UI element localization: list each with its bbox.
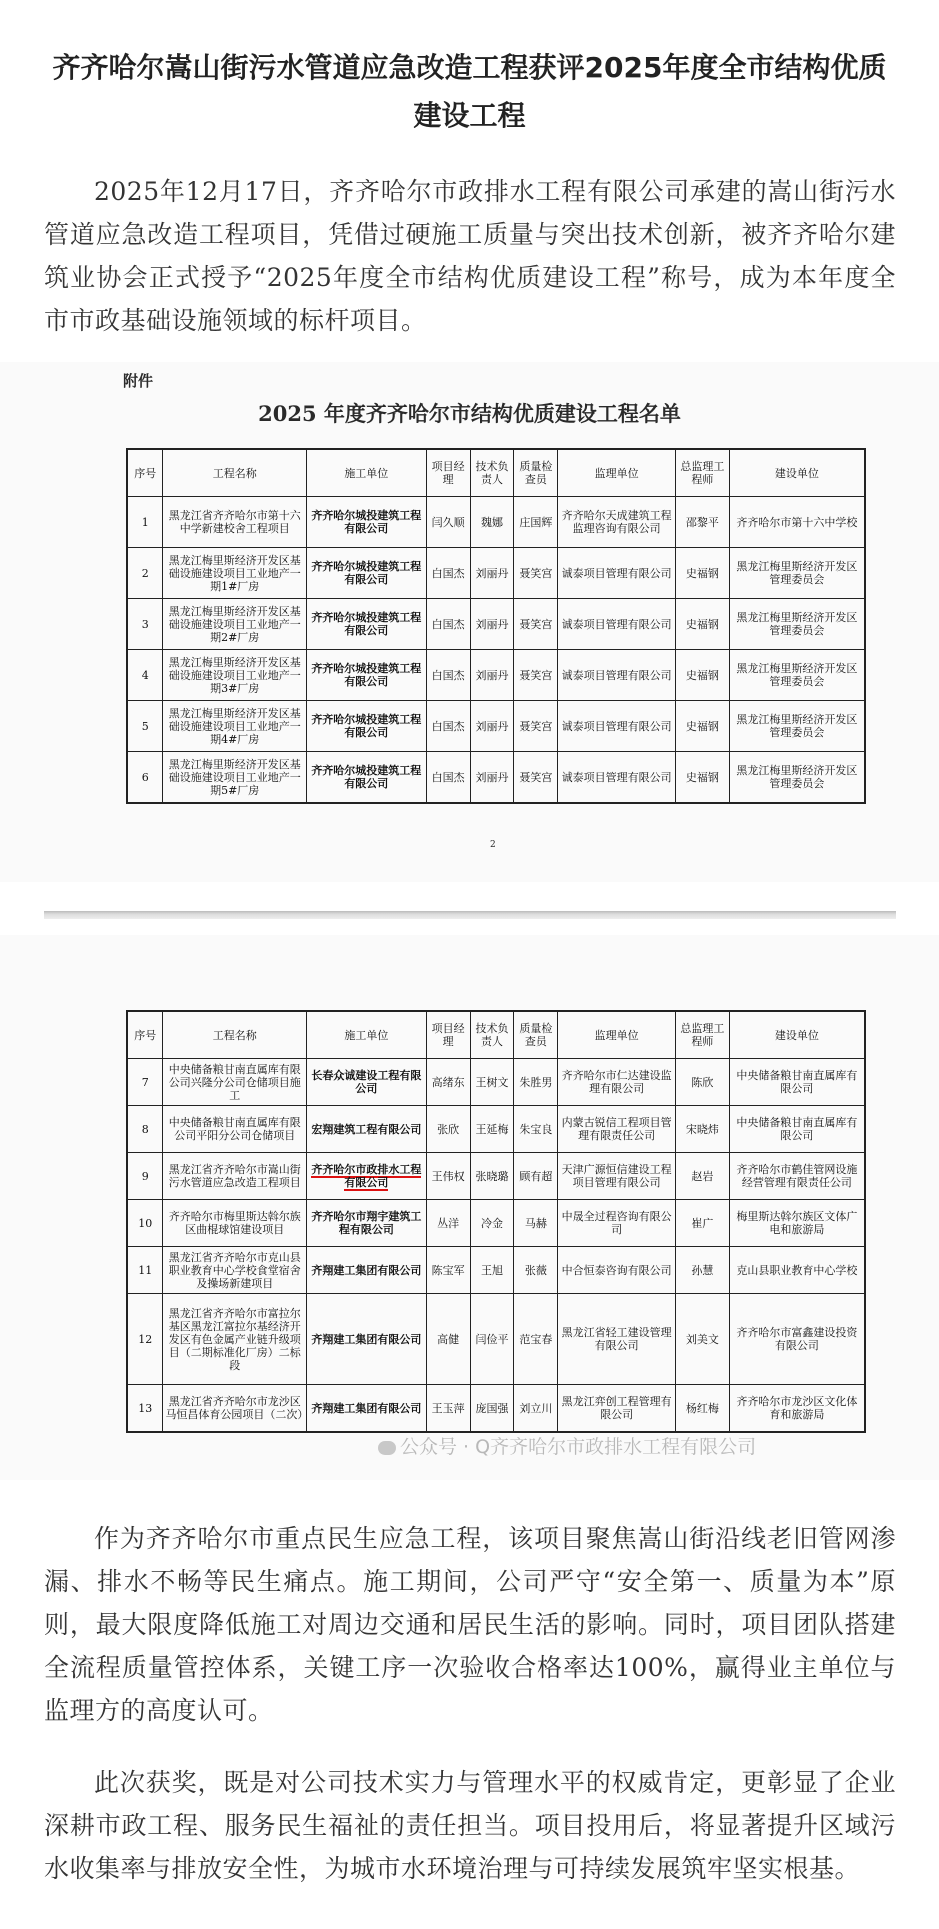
table-cell-text: 5 [141,719,149,733]
table-header-cell: 建设单位 [729,1011,865,1059]
table-cell [675,1385,729,1433]
table-cell [307,1153,427,1200]
table-cell-text: 6 [141,770,149,784]
table-cell-text: 史福钢 [685,617,719,631]
table-cell [127,497,163,548]
table-cell [307,1247,427,1294]
table-cell [558,1059,676,1106]
table-cell [163,548,307,599]
table-cell-text: 齐齐哈尔天成建筑工程监理咨询有限公司 [561,509,672,535]
table-cell-text: 齐翔建工集团有限公司 [311,1401,422,1415]
table-cell [127,548,163,599]
table-cell-text: 黑龙江梅里斯经济开发区基础设施建设项目工业地产一期2#厂房 [168,604,301,644]
table-cell-text: 黑龙江梅里斯经济开发区管理委员会 [736,764,858,790]
table-cell-text: 内蒙古锐信工程项目管理有限责任公司 [561,1116,672,1142]
table-cell [558,650,676,701]
table-cell [470,1294,514,1385]
table-cell-text: 宏翔建筑工程有限公司 [311,1122,422,1136]
table-cell-text: 黑龙江省齐齐哈尔市龙沙区马恒昌体育公园项目（二次） [165,1395,309,1421]
table-cell-text: 史福钢 [685,668,719,682]
table-cell [675,1294,729,1385]
table-cell [426,1294,470,1385]
table-cell [127,1385,163,1433]
table-header-cell: 总监理工程师 [675,1011,729,1059]
table-cell-text: 诚泰项目管理有限公司 [561,668,672,682]
table-cell [426,497,470,548]
table-cell [426,1153,470,1200]
table-cell [675,1153,729,1200]
table-cell-text: 马赫 [524,1216,547,1230]
table-header-cell: 序号 [127,1011,163,1059]
table-cell-text: 齐齐哈尔市仁达建设监理有限公司 [561,1069,672,1095]
table-cell-text: 王旭 [481,1263,503,1277]
table-cell-text: 黑龙江梅里斯经济开发区管理委员会 [736,611,858,637]
table-cell [127,1059,163,1106]
table-header-cell: 项目经理 [426,449,470,497]
table-cell-text: 王玉萍 [431,1401,465,1415]
table-cell [470,701,514,752]
table-cell-text: 10 [138,1216,153,1230]
table-cell-text: 刘丽丹 [475,770,509,784]
table-cell [675,1247,729,1294]
table-cell [675,1059,729,1106]
table-cell-text: 12 [138,1332,153,1346]
article-paragraph-1: 2025年12月17日，齐齐哈尔市政排水工程有限公司承建的嵩山街污水管道应急改造工程项目，凭借过硬施工质量与突出技术创新，被齐齐哈尔建筑业协会正式授予“2025年度全市结构优质建设工程”称号，成为本年度全市市政基础设施领域的标杆项目。 [44,177,896,335]
table-cell [127,1200,163,1247]
table-cell [514,650,558,701]
table-cell-text: 4 [141,668,149,682]
table-cell-text: 黑龙江梅里斯经济开发区管理委员会 [736,560,858,586]
table-cell [675,701,729,752]
table-cell-text: 聂笑宫 [519,770,553,784]
table-cell [729,1247,865,1294]
table-cell-text: 崔广 [691,1216,714,1230]
table-header-cell: 工程名称 [163,1011,307,1059]
table-cell [426,1200,470,1247]
table-cell-text: 丛洋 [437,1216,460,1230]
table-cell [163,1153,307,1200]
table-cell-text: 齐翔建工集团有限公司 [311,1263,422,1277]
table-header-cell: 总监理工程师 [675,449,729,497]
table-cell-text: 庞国强 [475,1401,509,1415]
table-cell-text: 齐齐哈尔市梅里斯达斡尔族区曲棍球馆建设项目 [168,1210,301,1236]
article-paragraph-3: 此次获奖，既是对公司技术实力与管理水平的权威肯定，更彰显了企业深耕市政工程、服务民生福祉的责任担当。项目投用后，将显著提升区域污水收集率与排放安全性，为城市水环境治理与可持续发展筑牢坚实根基。 [44,1768,896,1883]
table-cell-text: 刘立川 [519,1401,553,1415]
table-row [127,752,865,804]
table-cell [426,650,470,701]
table-cell [558,599,676,650]
table-cell [558,701,676,752]
table-cell-text: 中合恒泰咨询有限公司 [561,1263,672,1277]
table-cell [514,1200,558,1247]
table-cell-text: 王树文 [475,1075,509,1089]
table-cell [729,701,865,752]
table-cell-text: 邵黎平 [685,515,719,529]
table-cell [729,497,865,548]
table-cell [729,1200,865,1247]
table-row [127,1059,865,1106]
table-cell-text: 齐齐哈尔城投建筑工程有限公司 [311,764,422,790]
award-list-table-page-1 [126,448,866,804]
table-cell [127,650,163,701]
table-row [127,1385,865,1433]
table-cell-text: 白国杰 [431,617,465,631]
table-cell [558,1385,676,1433]
attachment-label: 附件 [123,372,154,390]
table-header-cell: 质量检查员 [514,449,558,497]
table-header-cell: 质量检查员 [514,1011,558,1059]
table-cell-text: 陈欣 [691,1075,714,1089]
table-cell-text: 齐齐哈尔城投建筑工程有限公司 [311,560,422,586]
table-cell [470,1153,514,1200]
table-cell [426,1059,470,1106]
table-cell [426,752,470,804]
table-cell [127,752,163,804]
table-cell [558,1153,676,1200]
table-row [127,1247,865,1294]
table-cell-text: 中央储备粮甘南直属库有限公司平阳分公司仓储项目 [168,1116,301,1142]
table-cell [163,1385,307,1433]
table-title: 2025 年度齐齐哈尔市结构优质建设工程名单 [258,401,681,426]
table-row [127,1153,865,1200]
table-cell [470,1106,514,1153]
table-cell [426,1106,470,1153]
table-cell-text: 黑龙江梅里斯经济开发区管理委员会 [736,713,858,739]
table-cell-text: 齐齐哈尔市富鑫建设投资有限公司 [736,1326,858,1352]
table-cell [514,1153,558,1200]
table-cell-text: 聂笑宫 [519,719,553,733]
table-cell [307,599,427,650]
table-cell [127,1106,163,1153]
table-cell-text: 白国杰 [431,719,465,733]
scanned-document-page-2 [0,935,939,1480]
table-cell [307,752,427,804]
table-cell [470,1247,514,1294]
table-cell-text: 长春众诚建设工程有限公司 [311,1069,422,1095]
table-cell [514,497,558,548]
table-row [127,599,865,650]
table-cell [307,1200,427,1247]
table-cell-text: 7 [141,1075,149,1089]
table-cell-text: 2 [141,566,149,580]
table-cell-text: 黑龙江梅里斯经济开发区基础设施建设项目工业地产一期3#厂房 [168,655,301,695]
table-cell-text: 聂笑宫 [519,566,553,580]
scanned-document-page-1 [0,362,939,882]
table-cell-text: 史福钢 [685,566,719,580]
table-cell [163,1200,307,1247]
table-cell-text: 黑龙江省齐齐哈尔市富拉尔基区黑龙江富拉尔基经济开发区有色金属产业链升级项目（二期标准化厂房）二标段 [168,1306,301,1372]
table-cell [470,599,514,650]
table-cell-text: 庄国辉 [519,515,553,529]
table-cell [470,1200,514,1247]
table-cell [558,1106,676,1153]
table-cell [514,1294,558,1385]
table-cell-text: 白国杰 [431,770,465,784]
page-number: 2 [490,840,496,850]
table-cell [163,1059,307,1106]
table-cell [514,1059,558,1106]
table-cell [729,599,865,650]
table-cell [470,752,514,804]
table-cell [675,548,729,599]
table-cell-text: 闫俭平 [475,1332,509,1346]
table-cell [163,599,307,650]
table-cell [426,1247,470,1294]
table-cell-text: 齐翔建工集团有限公司 [311,1332,422,1346]
table-header-cell: 工程名称 [163,449,307,497]
table-cell-text: 中央储备粮甘南直属库有限公司兴隆分公司仓储项目施工 [168,1062,301,1102]
table-cell [426,701,470,752]
table-cell-text: 张薇 [524,1263,547,1277]
table-cell [426,599,470,650]
table-cell-text: 诚泰项目管理有限公司 [561,719,672,733]
table-row [127,497,865,548]
table-cell-text: 白国杰 [431,566,465,580]
table-cell [307,1059,427,1106]
table-cell [675,1200,729,1247]
table-cell [307,497,427,548]
table-cell-text: 朱宝良 [519,1122,553,1136]
table-cell-text: 齐齐哈尔市第十六中学校 [736,515,858,529]
table-cell-text: 诚泰项目管理有限公司 [561,617,672,631]
table-header-cell: 序号 [127,449,163,497]
award-list-table-page-2 [126,1010,866,1433]
table-cell [729,1059,865,1106]
table-cell-text: 1 [141,515,149,529]
table-cell-text: 史福钢 [685,719,719,733]
table-cell-text: 黑龙江弈创工程管理有限公司 [561,1395,672,1421]
table-cell [514,599,558,650]
table-cell-text: 宋晓炜 [685,1122,719,1136]
table-cell-text: 诚泰项目管理有限公司 [561,770,672,784]
table-cell-text: 3 [141,617,149,631]
table-cell [729,1385,865,1433]
table-cell-text: 齐齐哈尔市鹤佳管网设施经营管理有限责任公司 [736,1163,858,1189]
table-cell-text: 范宝春 [519,1332,553,1346]
table-cell [426,548,470,599]
table-cell-text: 齐齐哈尔城投建筑工程有限公司 [311,509,422,535]
watermark-text: 公众号 · Q齐齐哈尔市政排水工程有限公司 [400,1436,757,1458]
table-cell [163,1294,307,1385]
table-cell-text: 黑龙江省齐齐哈尔市第十六中学新建校舍工程项目 [168,509,301,535]
table-cell [514,1385,558,1433]
table-cell-text: 8 [141,1122,149,1136]
table-cell [675,497,729,548]
table-header-cell: 监理单位 [558,449,676,497]
table-header-cell: 项目经理 [426,1011,470,1059]
table-cell-text: 王延梅 [475,1122,509,1136]
table-cell-text: 9 [141,1169,149,1183]
table-cell-text: 陈宝军 [431,1263,465,1277]
table-cell-text: 杨红梅 [685,1401,719,1415]
table-header-cell: 建设单位 [729,449,865,497]
table-cell [127,1247,163,1294]
table-cell [163,497,307,548]
table-cell-text: 王伟权 [431,1169,465,1183]
table-cell [163,752,307,804]
table-cell-text: 刘丽丹 [475,617,509,631]
table-cell-text: 齐齐哈尔城投建筑工程有限公司 [311,611,422,637]
table-cell [558,497,676,548]
table-cell-text: 冷金 [481,1216,503,1230]
table-cell [307,701,427,752]
table-cell [558,548,676,599]
table-header-cell: 技术负责人 [470,1011,514,1059]
table-cell [514,752,558,804]
table-header-cell: 技术负责人 [470,449,514,497]
table-cell [514,548,558,599]
table-cell [426,1385,470,1433]
table-cell [675,650,729,701]
table-cell [558,752,676,804]
table-cell-text: 刘丽丹 [475,566,509,580]
table-cell-text: 梅里斯达斡尔族区文体广电和旅游局 [736,1210,858,1236]
table-cell-text: 赵岩 [691,1169,714,1183]
table-cell-text: 聂笑宫 [519,668,553,682]
article-title: 齐齐哈尔嵩山街污水管道应急改造工程获评2025年度全市结构优质建设工程 [52,51,887,132]
table-cell-text: 13 [138,1401,153,1415]
table-cell-text: 11 [138,1263,153,1277]
table-cell [470,650,514,701]
table-cell-text: 魏娜 [480,515,503,529]
table-header-cell: 施工单位 [307,1011,427,1059]
table-cell [558,1294,676,1385]
table-cell [307,548,427,599]
table-cell-text: 史福钢 [685,770,719,784]
table-cell [470,548,514,599]
table-row [127,650,865,701]
table-row [127,1200,865,1247]
table-row [127,548,865,599]
table-header-cell: 监理单位 [558,1011,676,1059]
table-cell [729,1106,865,1153]
table-row [127,701,865,752]
table-cell [127,701,163,752]
table-cell-text: 齐齐哈尔市翔宇建筑工程有限公司 [311,1210,422,1236]
table-cell-text: 中央储备粮甘南直属库有限公司 [736,1069,858,1095]
table-row [127,1294,865,1385]
table-cell-text: 诚泰项目管理有限公司 [561,566,672,580]
table-cell [127,1153,163,1200]
table-cell-text: 齐齐哈尔市政排水工程有限公司 [311,1163,422,1189]
table-cell-text: 齐齐哈尔市龙沙区文化体育和旅游局 [736,1395,858,1421]
table-cell-text: 高健 [437,1332,460,1346]
table-cell [675,752,729,804]
table-cell-text: 张欣 [437,1122,460,1136]
table-cell [127,1294,163,1385]
watermark [378,1432,756,1459]
table-cell-text: 黑龙江省齐齐哈尔市克山县职业教育中心学校食堂宿舍及操场新建项目 [168,1250,301,1290]
table-cell [127,599,163,650]
wechat-icon [378,1441,396,1455]
table-cell-text: 刘美文 [685,1332,719,1346]
table-cell-text: 黑龙江省齐齐哈尔市嵩山街污水管道应急改造工程项目 [168,1163,301,1189]
table-cell-text: 刘丽丹 [475,668,509,682]
table-cell-text: 齐齐哈尔城投建筑工程有限公司 [311,713,422,739]
table-cell-text: 黑龙江梅里斯经济开发区基础设施建设项目工业地产一期5#厂房 [168,757,301,797]
page-divider [44,911,896,919]
table-cell [163,701,307,752]
table-cell [307,1385,427,1433]
table-cell [163,1247,307,1294]
table-cell [470,497,514,548]
article-paragraph-2: 作为齐齐哈尔市重点民生应急工程，该项目聚焦嵩山街沿线老旧管网渗漏、排水不畅等民生痛点。施工期间，公司严守“安全第一、质量为本”原则，最大限度降低施工对周边交通和居民生活的影响。同时，项目团队搭建全流程质量管控体系，关键工序一次验收合格率达100%，赢得业主单位与监理方的高度认可。 [44,1524,896,1725]
table-cell [470,1385,514,1433]
table-cell [558,1247,676,1294]
table-cell-text: 刘丽丹 [475,719,509,733]
table-cell-text: 中央储备粮甘南直属库有限公司 [736,1116,858,1142]
table-cell-text: 张晓璐 [475,1169,509,1183]
table-cell [307,1106,427,1153]
table-cell-text: 顾有超 [519,1169,553,1183]
table-cell-text: 聂笑宫 [519,617,553,631]
table-cell [470,1059,514,1106]
table-cell-text: 天津广源恒信建设工程项目管理有限公司 [561,1163,672,1189]
table-cell [163,650,307,701]
table-cell [163,1106,307,1153]
table-cell [514,1106,558,1153]
table-cell-text: 克山县职业教育中心学校 [736,1263,858,1277]
table-cell [514,1247,558,1294]
table-cell-text: 中晟全过程咨询有限公司 [561,1210,672,1236]
table-cell-text: 黑龙江梅里斯经济开发区基础设施建设项目工业地产一期4#厂房 [168,706,301,746]
table-cell [729,548,865,599]
table-cell [307,1294,427,1385]
table-row [127,1106,865,1153]
table-cell-text: 高绪东 [431,1075,465,1089]
table-cell [675,599,729,650]
table-cell [307,650,427,701]
table-cell-text: 齐齐哈尔城投建筑工程有限公司 [311,662,422,688]
table-cell-text: 朱胜男 [519,1075,553,1089]
table-header-cell: 施工单位 [307,449,427,497]
table-cell-text: 闫久顺 [431,515,465,529]
table-cell [729,752,865,804]
table-cell-text: 白国杰 [431,668,465,682]
table-cell-text: 黑龙江梅里斯经济开发区管理委员会 [736,662,858,688]
table-cell-text: 黑龙江梅里斯经济开发区基础设施建设项目工业地产一期1#厂房 [168,553,301,593]
table-cell [558,1200,676,1247]
table-cell-text: 孙慧 [691,1263,714,1277]
table-cell [729,1153,865,1200]
table-cell-text: 黑龙江省轻工建设管理有限公司 [561,1326,672,1352]
table-cell [729,650,865,701]
table-cell [514,701,558,752]
table-cell [729,1294,865,1385]
table-cell [675,1106,729,1153]
